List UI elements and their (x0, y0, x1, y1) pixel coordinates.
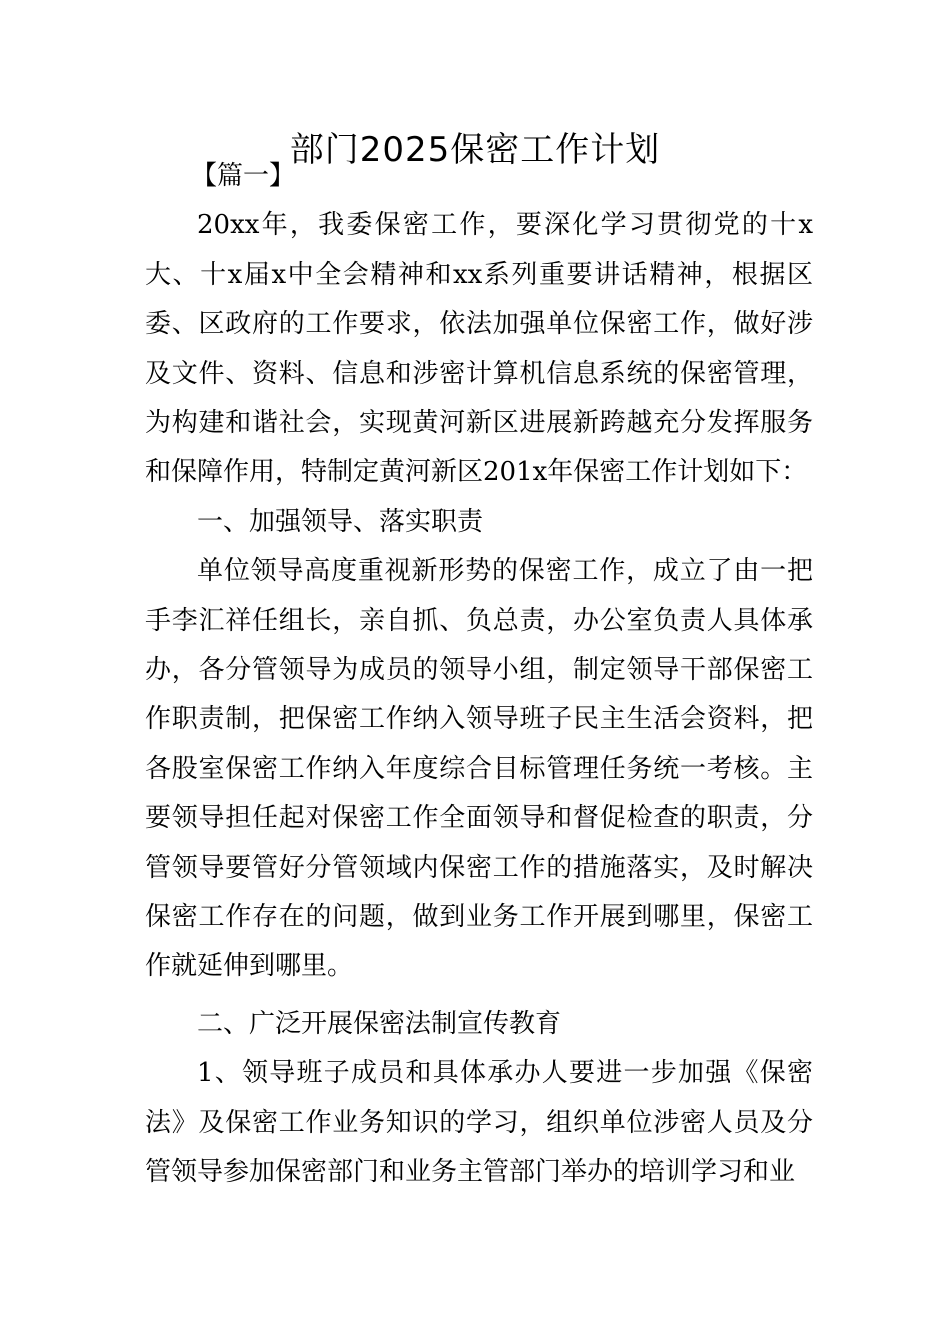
body-paragraph-2: 1、领导班子成员和具体承办人要进一步加强《保密法》及保密工作业务知识的学习，组织单位涉密人员及分管领导参加保密部门和业务主管部门举办的培训学习和业 (145, 1058, 813, 1188)
section-heading-1: 一、加强领导、落实职责 (197, 506, 484, 537)
document-body (145, 152, 813, 1198)
section-label: 【篇一】 (191, 161, 296, 191)
paragraph-spacer (145, 992, 813, 1000)
document-title: 部门2025保密工作计划 (289, 130, 661, 170)
section-heading-2: 二、广泛开展保密法制宣传教育 (197, 1008, 562, 1039)
body-paragraph-1: 单位领导高度重视新形势的保密工作，成立了由一把手李汇祥任组长，亲自抓、负总责，办公室负责人具体承办，各分管领导为成员的领导小组，制定领导干部保密工作职责制，把保密工作纳入领导班子民主生活会资料，把各股室保密工作纳入年度综合目标管理任务统一考核。主要领导担任起对保密工作全面领导和督促检查的职责，分管领导要管好分管领域内保密工作的措施落实，及时解决保密工作存在的问题，做到业务工作开展到哪里，保密工作就延伸到哪里。 (145, 556, 813, 982)
intro-paragraph: 20xx年，我委保密工作，要深化学习贯彻党的十x大、十x届x中全会精神和xx系列重要讲话精神，根据区委、区政府的工作要求，依法加强单位保密工作，做好涉及文件、资料、信息和涉密计算机信息系统的保密管理，为构建和谐社会，实现黄河新区进展新跨越充分发挥服务和保障作用，特制定黄河新区201x年保密工作计划如下： (145, 210, 813, 488)
